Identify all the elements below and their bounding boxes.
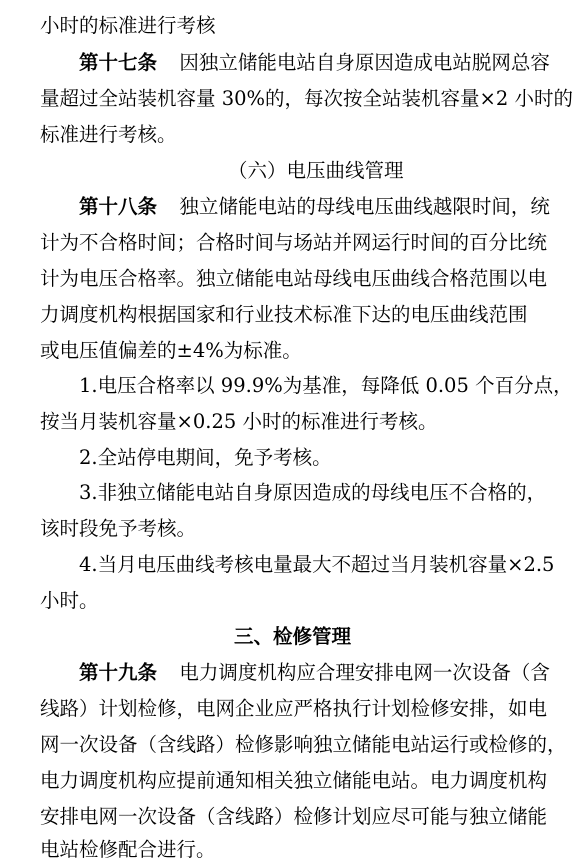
text-line: 线路）计划检修，电网企业应严格执行计划检修安排，如电 xyxy=(40,697,548,720)
text-line: 计为不合格时间；合格时间与场站并网运行时间的百分比统 xyxy=(40,231,548,254)
text-line: 电力调度机构应合理安排电网一次设备（含 xyxy=(179,661,550,684)
text-line: 因独立储能电站自身原因造成电站脱网总容 xyxy=(179,51,550,74)
text-line: 安排电网一次设备（含线路）检修计划应尽可能与独立储能 xyxy=(40,805,548,828)
article-19-heading: 第十九条 xyxy=(79,661,158,684)
item-3-line-2 xyxy=(40,517,585,541)
text-line: 小时的标准进行考核 xyxy=(40,14,216,37)
item-1-line-2 xyxy=(40,410,585,434)
article-19-line-1 xyxy=(79,661,585,685)
article-18-line-3 xyxy=(40,267,585,291)
text-line: 力调度机构根据国家和行业技术标准下达的电压曲线范围 xyxy=(40,303,528,326)
article-18-line-1 xyxy=(79,195,585,219)
article-19-line-4 xyxy=(40,769,585,793)
text-line: 1.电压合格率以 99.9%为基准，每降低 0.05 个百分点， xyxy=(79,374,573,397)
text-line: 标准进行考核。 xyxy=(40,123,177,146)
article-19-line-2 xyxy=(40,697,585,721)
text-line: 该时段免予考核。 xyxy=(40,517,197,540)
text-line: 3.非独立储能电站自身原因造成的母线电压不合格的， xyxy=(79,481,547,504)
text-line: 或电压值偏差的±4%为标准。 xyxy=(40,339,302,362)
item-4-line-2 xyxy=(40,589,585,613)
text-line: 2.全站停电期间，免予考核。 xyxy=(79,446,332,469)
text-line: 量超过全站装机容量 30%的，每次按全站装机容量×2 小时的 xyxy=(40,87,573,110)
article-19-line-6 xyxy=(40,838,585,862)
article-18-line-2 xyxy=(40,231,585,255)
item-3-line-1 xyxy=(79,481,585,505)
text-line: 小时。 xyxy=(40,589,99,612)
article-18-line-5 xyxy=(40,339,585,363)
article-18-heading: 第十八条 xyxy=(79,195,158,218)
section-heading: 三、检修管理 xyxy=(234,625,352,648)
text-line: 独立储能电站的母线电压曲线越限时间，统 xyxy=(179,195,550,218)
article-17-line-3 xyxy=(40,123,585,147)
subsection-6-title xyxy=(228,159,428,183)
item-1-line-1 xyxy=(79,374,585,398)
section-3-title xyxy=(234,625,434,649)
article-17-line-2 xyxy=(40,87,585,111)
text-line: 4.当月电压曲线考核电量最大不超过当月装机容量×2.5 xyxy=(79,553,555,576)
item-4-line-1 xyxy=(79,553,585,577)
article-19-line-3 xyxy=(40,733,585,757)
article-19-line-5 xyxy=(40,805,585,829)
continuation-line xyxy=(40,14,585,38)
text-line: 网一次设备（含线路）检修影响独立储能电站运行或检修的， xyxy=(40,733,567,756)
item-2-line-1 xyxy=(79,446,585,470)
text-line: 电力调度机构应提前通知相关独立储能电站。电力调度机构 xyxy=(40,769,548,792)
article-17-line-1 xyxy=(79,51,585,75)
text-line: 计为电压合格率。独立储能电站母线电压曲线合格范围以电 xyxy=(40,267,548,290)
article-17-heading: 第十七条 xyxy=(79,51,158,74)
text-line: 电站检修配合进行。 xyxy=(40,838,216,861)
article-18-line-4 xyxy=(40,303,585,327)
text-line: 按当月装机容量×0.25 小时的标准进行考核。 xyxy=(40,410,438,433)
section-heading: （六）电压曲线管理 xyxy=(228,159,404,182)
